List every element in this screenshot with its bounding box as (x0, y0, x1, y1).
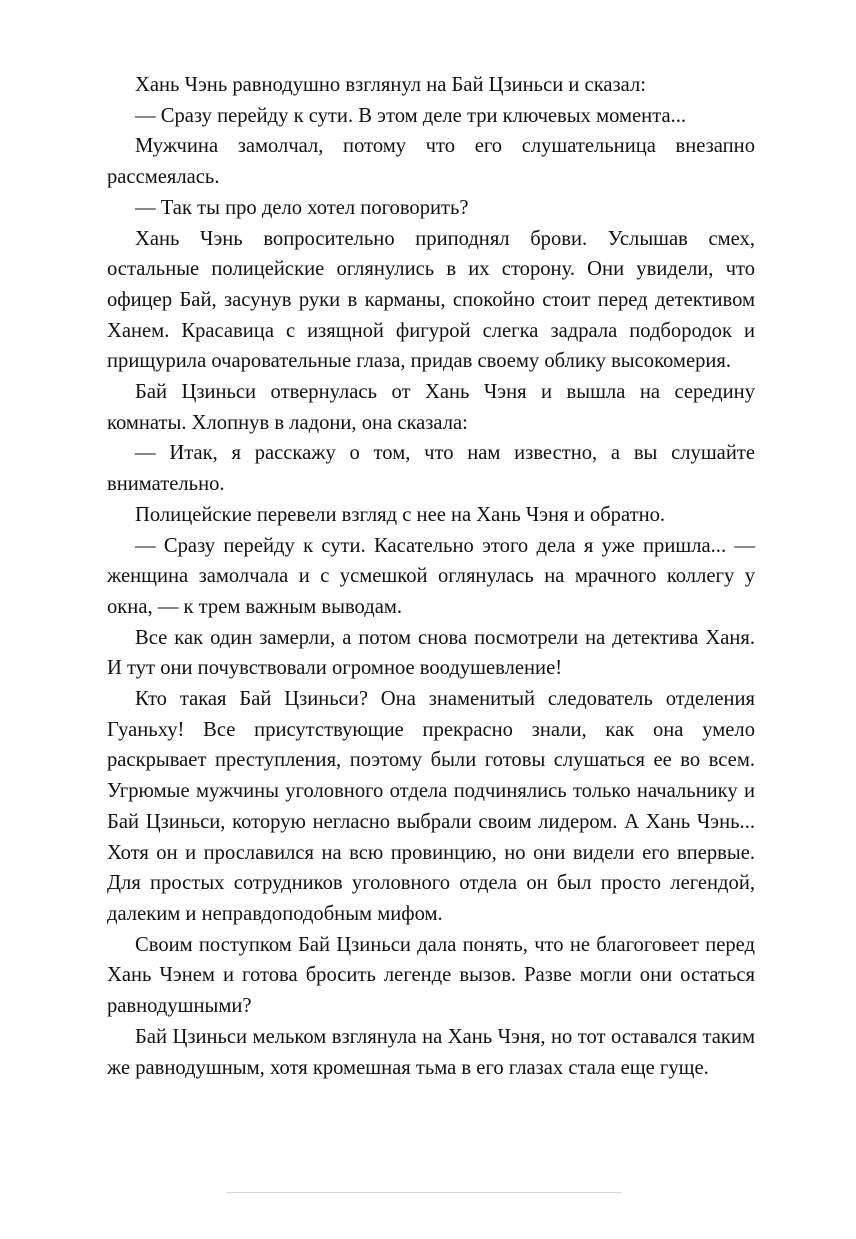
paragraph: — Сразу перейду к сути. В этом деле три ключевых момента... (135, 104, 687, 127)
paragraph: Бай Цзиньси мельком взглянула на Хань Чэня, но тот оставался таким же равнодушным, хотя кромешная тьма в его глазах стала еще гуще. (107, 1025, 755, 1079)
paragraph: Хань Чэнь вопросительно приподнял брови. Услышав смех, остальные полицейские оглянулись в их сторону. Они увидели, что офицер Бай, засунув руки в карманы, спокойно стоит перед детективом Ханем. Красавица с изящной фигурой слегка задрала подбородок и прищурила очаровательные глаза, придав своему облику высокомерия. (107, 227, 755, 373)
paragraph: — Итак, я расскажу о том, что нам известно, а вы слушайте внимательно. (107, 442, 755, 496)
paragraph: — Так ты про дело хотел поговорить? (135, 196, 469, 219)
footer-rule (226, 1192, 622, 1193)
paragraph: Бай Цзиньси отвернулась от Хань Чэня и вышла на середину комнаты. Хлопнув в ладони, она сказала: (107, 381, 755, 434)
body-text (107, 70, 755, 1083)
paragraph: Полицейские перевели взгляд с нее на Хань Чэня и обратно. (135, 503, 666, 526)
paragraph: Кто такая Бай Цзиньси? Она знаменитый следователь отделения Гуаньху! Все присутствующие прекрасно знали, как она умело раскрывает преступления, поэтому были готовы слушаться ее во всем. Угрюмые мужчины уголовного отдела подчинялись только начальнику и Бай Цзиньси, которую негласно выбрали своим лидером. А Хань Чэнь... Хотя он и прославился на всю провинцию, но они видели его впервые. Для простых сотрудников уголовного отдела он был просто легендой, далеким и неправдоподобным мифом. (107, 688, 755, 925)
paragraph: — Сразу перейду к сути. Касательно этого дела я уже пришла... — женщина замолчала и с усмешкой оглянулась на мрачного коллегу у окна, — к трем важным выводам. (107, 534, 755, 618)
paragraph: Своим поступком Бай Цзиньси дала понять, что не благоговеет перед Хань Чэнем и готова бросить легенде вызов. Разве могли они остаться равнодушными? (107, 933, 755, 1018)
paragraph: Хань Чэнь равнодушно взглянул на Бай Цзиньси и сказал: (135, 74, 646, 96)
paragraph: Все как один замерли, а потом снова посмотрели на детектива Ханя. И тут они почувствовали огромное воодушевление! (107, 626, 755, 680)
paragraph: Мужчина замолчал, потому что его слушательница внезапно рассмеялась. (107, 135, 755, 189)
